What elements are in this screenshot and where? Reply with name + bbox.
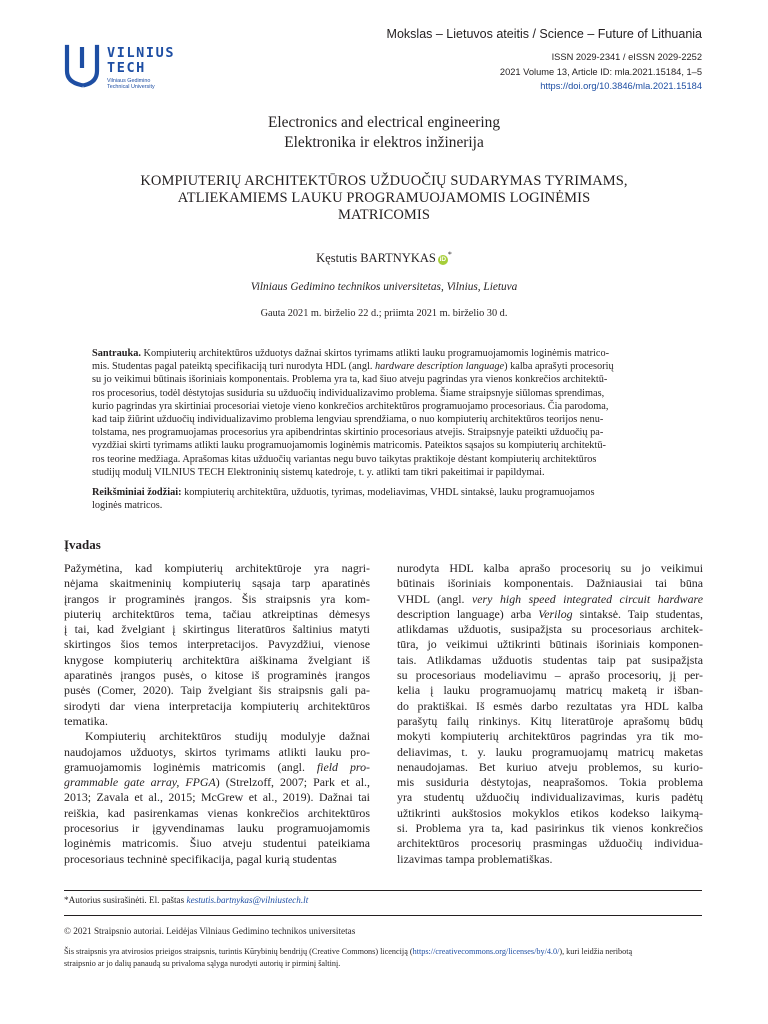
title-line: ATLIEKAMIEMS LAUKU PROGRAMUOJAMOMIS LOGINĖMIS: [177, 190, 591, 206]
body-text-line: būtinais išoriniais komponentais. Dažniausiai tai būna: [397, 576, 703, 591]
license-line: Šis straipsnis yra atvirosios prieigos straipsnis, turintis Kūrybinių bendrijų (Creative Commons) licenciją (https://creativecommons.org/licenses/by/4.0/), kuri leidžia neribotą: [64, 947, 633, 956]
body-text-line: mis susiduria dėstytojas, neaprašomos. Tokia problema: [397, 775, 703, 790]
doi-link[interactable]: https://doi.org/10.3846/mla.2021.15184: [540, 81, 702, 91]
footnote-text: *Autorius susirašinėti. El. paštas: [64, 895, 187, 905]
body-left-column: [64, 561, 370, 867]
affiliation: Vilniaus Gedimino technikos universitetas, Vilnius, Lietuva: [250, 281, 518, 293]
body-text-line: do praktiškai. Iš esmės darbo rezultatas yra HDL kalba: [397, 698, 703, 713]
body-text-line: Pažymėtina, kad kompiuterių architektūroje yra nagri-: [64, 561, 370, 575]
body-text-line: mokyti kompiuterių architektūros pagrindas yra tik mo-: [397, 729, 703, 744]
volume-info: 2021 Volume 13, Article ID: mla.2021.15184, 1–5: [499, 67, 702, 77]
body-text-line: tais. Atlikdamas užduotis studentas taip pat susipažįsta: [397, 652, 703, 667]
author-name: Kęstutis BARTNYKAS: [316, 251, 436, 266]
body-text-line: nurodyta HDL kalba aprašo procesorių su jo veikimui: [397, 561, 703, 575]
body-text-line: si. Problema yra ta, kad pasirinkus tik vienos konkrečios: [397, 821, 703, 836]
body-text-line: 2013; Zavala et al., 2015; McGrew et al., 2019). Dažnai tai: [64, 790, 370, 805]
keywords: [92, 486, 678, 512]
body-text-line: įrangos ir programinės įrangos. Šis straipsnis yra kom-: [64, 591, 370, 606]
vilnius-tech-logo: [64, 44, 204, 90]
body-text-line: užtikrinti aukštosios mokyklos etikos kodekso laikymą-: [397, 805, 703, 820]
body-text-line: tūra, jo veikimui užtikrinti būtinais išoriniais komponen-: [397, 637, 703, 652]
keywords-line: loginės matricos.: [92, 500, 163, 512]
body-text-line: reiškia, kad pasirenkamas vienas konkrečios architektūros: [64, 805, 370, 820]
copyright-notice: © 2021 Straipsnio autoriai. Leidėjas Vilniaus Gedimino technikos universitetas: [64, 926, 356, 936]
body-text-line: atlikdamas užduotis, susipažįsta su procesoriaus architek-: [397, 622, 703, 637]
logo-subtitle-line1: Vilniaus Gedimino: [107, 78, 151, 84]
body-text-line: grammable gate array, FPGA) (Strelzoff, 2007; Park et al.,: [64, 775, 370, 790]
article-title: [0, 173, 768, 224]
author-email-link[interactable]: kestutis.bartnykas@vilniustech.lt: [186, 895, 309, 905]
author-mark: *: [447, 250, 452, 259]
license-notice: [64, 946, 632, 970]
title-line: KOMPIUTERIŲ ARCHITEKTŪROS UŽDUOČIŲ SUDARYMAS TYRIMAMS,: [140, 173, 628, 189]
abstract-line: Santrauka. Kompiuterių architektūros užduotys dažnai skirtos tyrimams atlikti lauku programuojamomis loginėmis matrico-: [92, 348, 610, 359]
body-text-line: knygose kompiuterių architektūra aiškinama žvelgiant iš: [64, 652, 370, 667]
copyright-divider: [64, 915, 702, 916]
license-link[interactable]: https://creativecommons.org/licenses/by/4.0/: [412, 947, 560, 956]
keywords-label: Reikšminiai žodžiai:: [92, 487, 182, 498]
abstract-line: vyzdžiai skirti tyrimams atlikti lauku programuojamomis loginėmis matricomis. Pateiktos sąsajos su kompiuterių architektū-: [92, 440, 606, 452]
received-dates: Gauta 2021 m. birželio 22 d.; priimta 2021 m. birželio 30 d.: [260, 308, 508, 319]
logo-subtitle: [107, 78, 155, 90]
body-text-line: architektūros procesorių prasmingas užduočių individua-: [397, 836, 703, 851]
body-text-line: naudojamos užduotys, skirtos tyrimams atlikti lauku pro-: [64, 744, 370, 759]
body-text-line: skirtingos šios temos interpretacijos. Pavyzdžiui, vienose: [64, 637, 370, 652]
logo-wordmark-line2: TECH: [107, 60, 146, 76]
body-text-line: VHDL (angl. very high speed integrated circuit hardware: [397, 591, 703, 606]
body-text-line: procesoriaus techninė specifikacija, pagal kurią studentas: [64, 851, 337, 866]
body-text-line: tematika.: [64, 713, 108, 728]
abstract-line: mis. Studentas pagal pateiktą specifikaciją turi nurodyta HDL (angl. hardware description language) kalba aprašyti procesorių: [92, 361, 614, 373]
logo-mark-icon: [64, 44, 102, 88]
abstract-line: kad taip žiūrint užduočių individualizavimo problema lengviau sprendžiama, o nuo kompiuterių architektūros teorijos nenu-: [92, 414, 604, 426]
keywords-line: Reikšminiai žodžiai: kompiuterių architektūra, užduotis, tyrimas, modeliavimas, VHDL sintaksė, lauku programuojamos: [92, 487, 595, 498]
journal-name: Mokslas – Lietuvos ateitis / Science – Future of Lithuania: [386, 27, 702, 41]
abstract-line: kurio pagrindas yra skirtiniai procesoriai vietoje vieno konkrečios architektūros programuojamo procesoriaus. Čia parodoma,: [92, 400, 609, 412]
section-heading-ivadas: Įvadas: [64, 537, 101, 552]
corresponding-author-footnote: [64, 895, 308, 905]
body-text-line: sirodyti dar viena interpretacija kompiuterių architektūros: [64, 698, 370, 713]
body-text-line: piuterių architektūros tema, tačiau atkreiptinas dėmesys: [64, 606, 370, 621]
author-line: [0, 250, 768, 266]
abstract-line: tolstama, nes programuojamas procesorius yra apibendrintas skirtinio procesoriaus atvejis. Straipsnyje pateikti užduočių pa-: [92, 427, 604, 439]
abstract-label: Santrauka.: [92, 348, 141, 359]
logo-subtitle-line2: Technical University: [107, 84, 155, 90]
body-text-line: description language) arba Verilog sintaksė. Taip studentas,: [397, 606, 703, 621]
section-lithuanian: Elektronika ir elektros inžinerija: [284, 134, 484, 151]
issn: ISSN 2029-2341 / eISSN 2029-2252: [551, 52, 702, 62]
body-text-line: nenaudojamas. Bet kuriuo atveju problemos, su kurio-: [397, 759, 703, 774]
footnote-divider: [64, 890, 702, 891]
body-text-line: loginėmis matricomis. Šiuo atveju studentui pateikiama: [64, 836, 370, 851]
abstract-line: studijų modulį VILNIUS TECH Elektroninių sistemų katedroje, t. y. atlikti tam tikri pakeitimai ir papildymai.: [92, 466, 545, 478]
body-text-line: nėjama skaitmeninių kompiuterių sąsaja tarp aparatinės: [64, 576, 370, 591]
body-text-line: procesorius ir įgyvendinamas lauku programuojamomis: [64, 821, 370, 836]
body-text-line: aparatinės įrangos pusės, o kitose iš programinės įrangos: [64, 668, 370, 683]
abstract-line: su jo veikimui būtinais išoriniais komponentais. Problema yra ta, kad šiuo atveju pagrindas yra vienos konkrečios architektū-: [92, 374, 608, 386]
license-line: straipsnio ar jo dalių panaudą su privaloma sąlyga nurodyti autorių ir pirminį šaltinį.: [64, 959, 341, 968]
body-right-column: [397, 561, 703, 867]
body-text-line: yra studentų užduočių individualizavimas, kuris padėtų: [397, 790, 703, 805]
body-text-line: gramuojamomis loginėmis matricomis (angl. field pro-: [64, 759, 370, 774]
body-text-line: parašytų failų rinkinys. Kitų literatūroje aprašomų būdų: [397, 713, 703, 728]
abstract: [92, 347, 678, 479]
abstract-line: ros teorine medžiaga. Aprašomas kitas užduočių variantas negu buvo taikytas praktikoje dėstant kompiuterių architektūros: [92, 453, 597, 465]
body-text-line: pusės (Comer, 2020). Taip žvelgiant šis straipsnis gali pa-: [64, 683, 370, 698]
body-text-line: kelia į lauku programuojamų matricų maketą ir išban-: [397, 683, 703, 698]
logo-wordmark-line1: VILNIUS: [107, 45, 176, 61]
orcid-icon[interactable]: iD: [439, 256, 447, 264]
section-english: Electronics and electrical engineering: [267, 114, 501, 131]
body-text-line: su procesoriaus modeliavimu – aprašo procesorių, jį per-: [397, 668, 703, 683]
body-text-line: deliavimas, t. y. lauku programuojamų matricų maketas: [397, 744, 703, 759]
title-line: MATRICOMIS: [337, 207, 431, 223]
body-text-line: į tai, kad žvelgiant į skirtingus literatūros šaltinius matyti: [64, 622, 370, 637]
abstract-line: ros procesorius, todėl dėstytojas susiduria su užduočių individualizavimo problema. Šiame straipsnyje siūlomas sprendimas,: [92, 387, 605, 399]
body-text-line: lizavimas tampa problematiškas.: [397, 851, 553, 866]
body-text-line: Kompiuterių architektūros studijų modulyje dažnai: [85, 729, 370, 744]
